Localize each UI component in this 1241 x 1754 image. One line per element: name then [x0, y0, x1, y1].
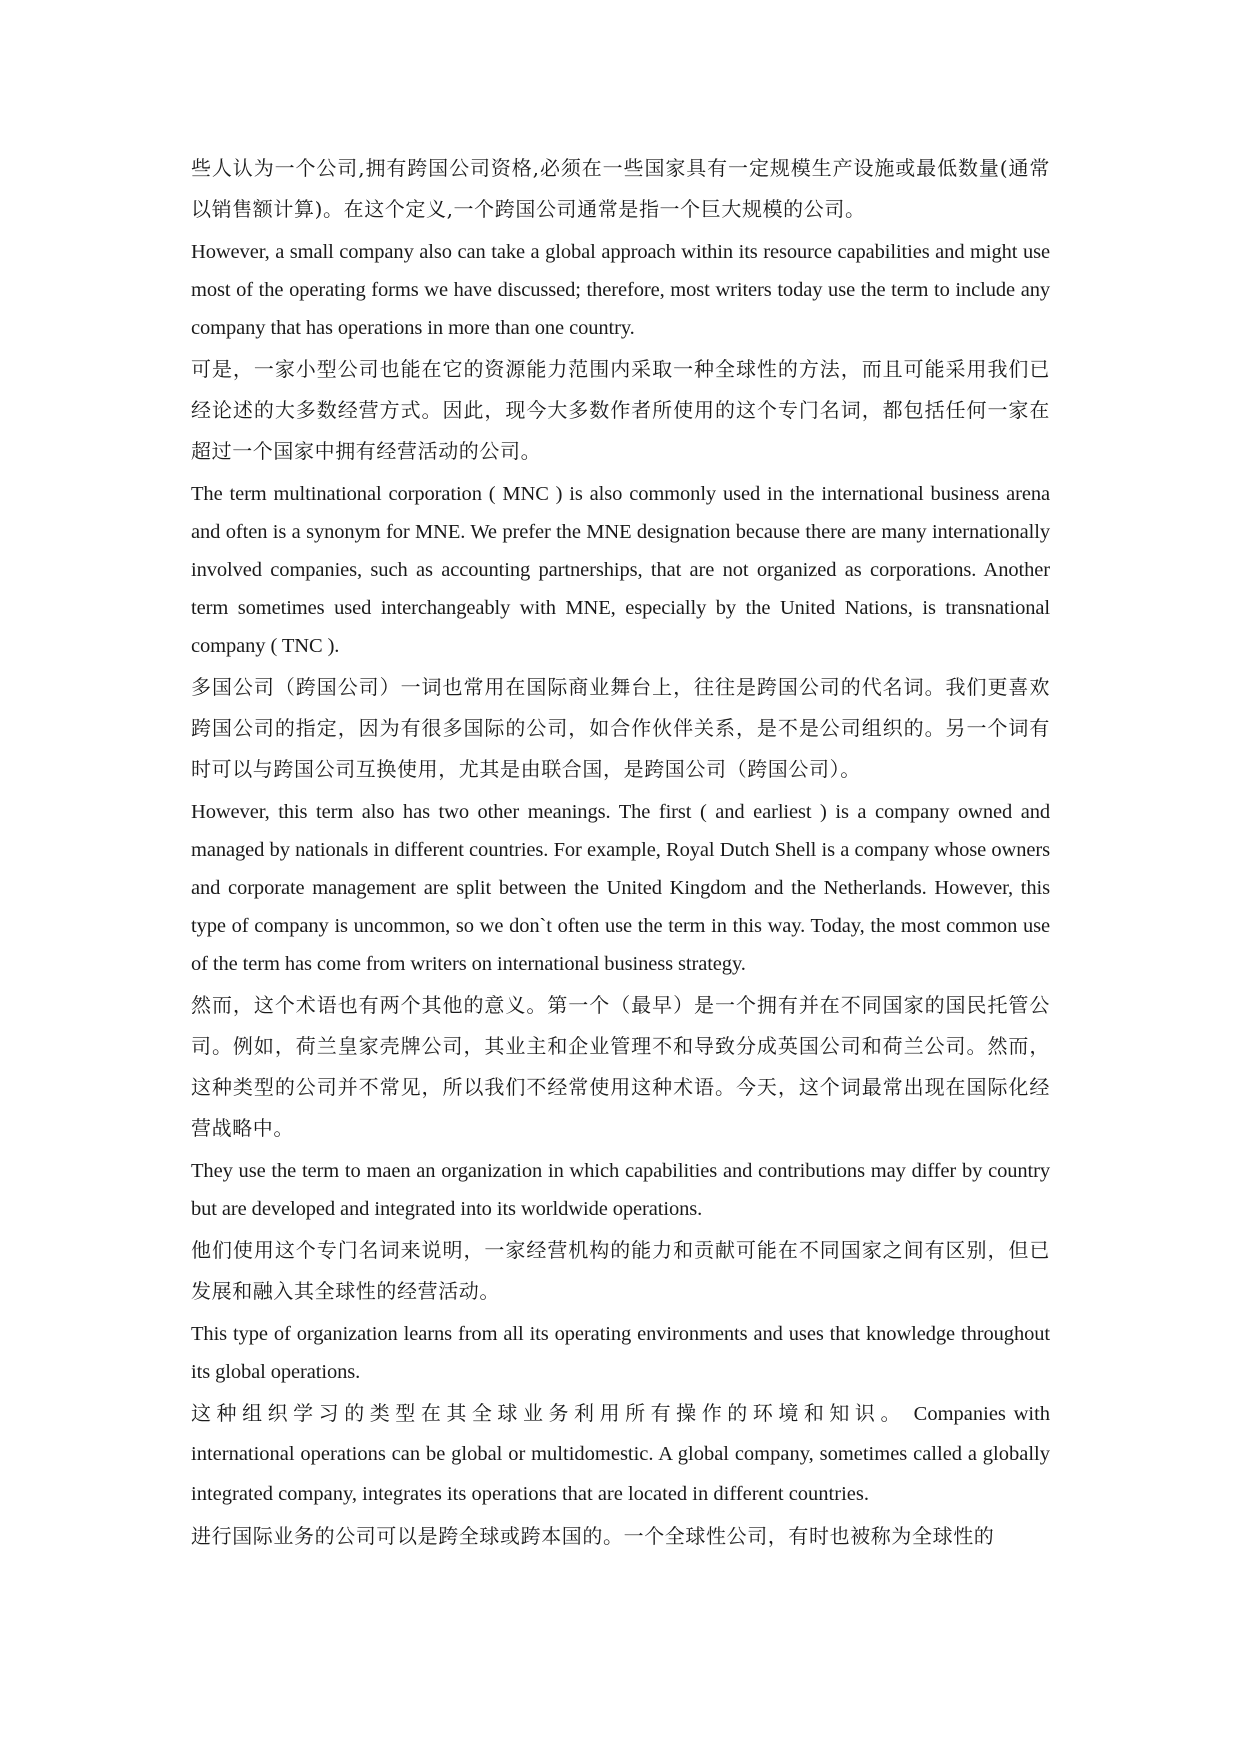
paragraph-zh-5: 他们使用这个专门名词来说明，一家经营机构的能力和贡献可能在不同国家之间有区别，但已发展和融入其全球性的经营活动。 — [191, 1238, 1050, 1303]
paragraph-en-4: They use the term to maen an organization in which capabilities and contributions may differ by country but are developed and integrated into its worldwide operations. — [191, 1160, 1050, 1220]
document-page — [191, 148, 1050, 1557]
paragraph-mixed-zh: 这种组织学习的类型在其全球业务利用所有操作的环境和知识。 — [191, 1401, 906, 1425]
paragraph-mixed-en: Companies with international operations can be global or multidomestic. A global company, sometimes called a globally integrated company, integrates its operations that are located in different countries. — [191, 1403, 1051, 1505]
paragraph-zh-4: 然而，这个术语也有两个其他的意义。第一个（最早）是一个拥有并在不同国家的国民托管公司。例如，荷兰皇家壳牌公司，其业主和企业管理不和导致分成英国公司和荷兰公司。然而，这种类型的公司并不常见，所以我们不经常使用这种术语。今天，这个词最常出现在国际化经营战略中。 — [191, 993, 1050, 1140]
paragraph-en-1: However, a small company also can take a global approach within its resource capabilities and might use most of the operating forms we have discussed; therefore, most writers today use the term to include any company that has operations in more than one country. — [191, 241, 1050, 339]
paragraph-zh-2: 可是，一家小型公司也能在它的资源能力范围内采取一种全球性的方法，而且可能采用我们已经论述的大多数经营方式。因此，现今大多数作者所使用的这个专门名词，都包括任何一家在超过一个国家中拥有经营活动的公司。 — [191, 357, 1050, 463]
paragraph-mixed — [191, 1393, 1050, 1514]
paragraph-zh-1: 些人认为一个公司,拥有跨国公司资格,必须在一些国家具有一定规模生产设施或最低数量(通常以销售额计算)。在这个定义,一个跨国公司通常是指一个巨大规模的公司。 — [191, 156, 1050, 221]
paragraph-en-2: The term multinational corporation ( MNC ) is also commonly used in the international business arena and often is a synonym for MNE. We prefer the MNE designation because there are many internationally involved companies, such as accounting partnerships, that are not organized as corporations. Another term sometimes used interchangeably with MNE, especially by the United Nations, is transnational company ( TNC ). — [191, 483, 1050, 657]
paragraph-zh-6: 进行国际业务的公司可以是跨全球或跨本国的。一个全球性公司，有时也被称为全球性的 — [191, 1524, 995, 1548]
paragraph-zh-3: 多国公司（跨国公司）一词也常用在国际商业舞台上，往往是跨国公司的代名词。我们更喜欢跨国公司的指定，因为有很多国际的公司，如合作伙伴关系，是不是公司组织的。另一个词有时可以与跨国公司互换使用，尤其是由联合国，是跨国公司（跨国公司）。 — [191, 675, 1050, 781]
paragraph-en-5: This type of organization learns from all its operating environments and uses that knowledge throughout its global operations. — [191, 1323, 1050, 1383]
paragraph-en-3: However, this term also has two other meanings. The first ( and earliest ) is a company owned and managed by nationals in different countries. For example, Royal Dutch Shell is a company whose owners and corporate management are split between the United Kingdom and the Netherlands. However, this type of company is uncommon, so we don`t often use the term in this way. Today, the most common use of the term has come from writers on international business strategy. — [191, 801, 1050, 975]
